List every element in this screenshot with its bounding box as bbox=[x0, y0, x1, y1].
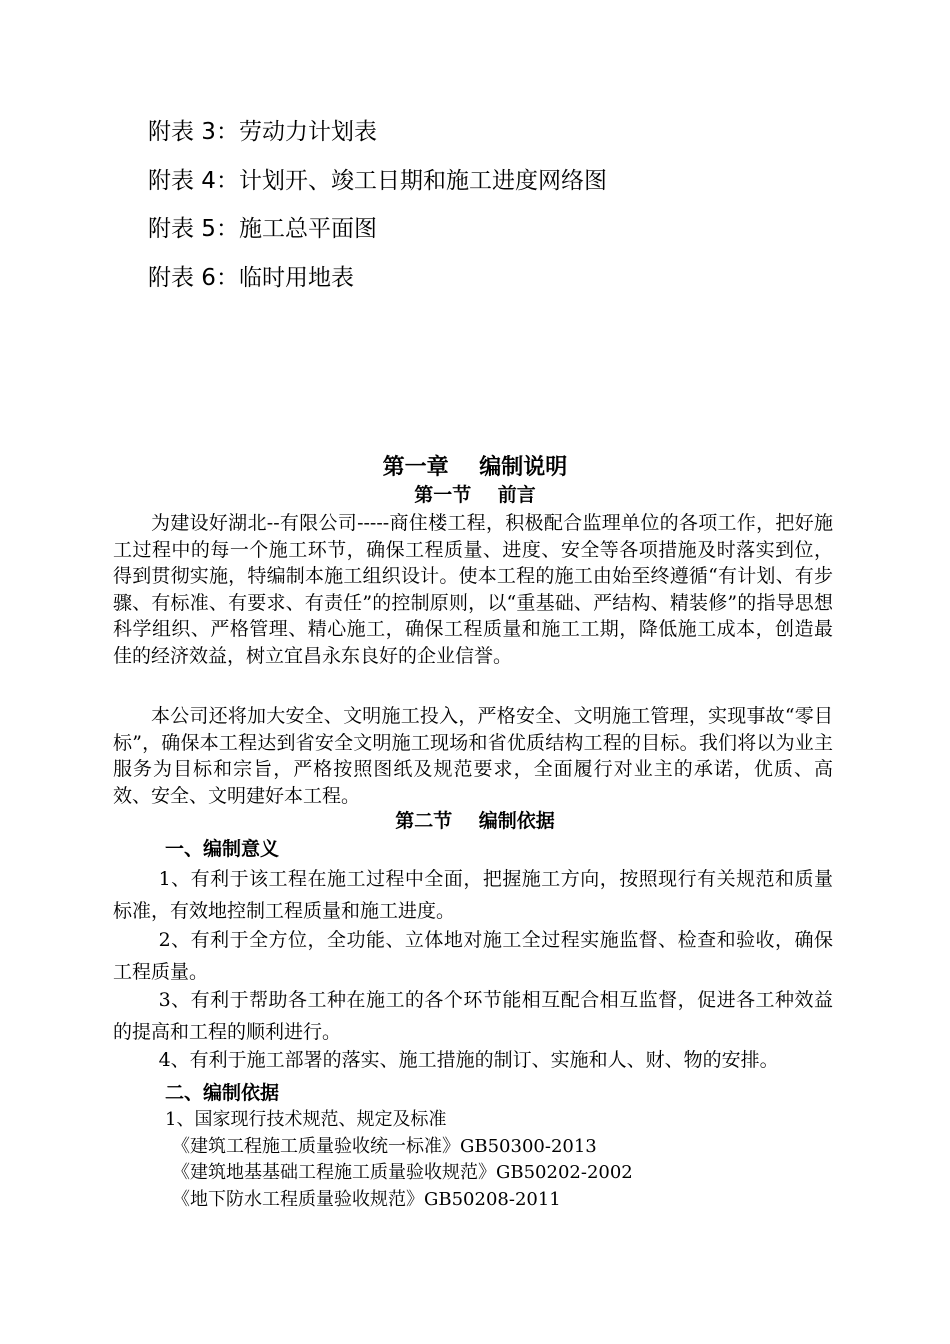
chapter-title: 第一章 编制说明 bbox=[382, 455, 568, 480]
section-title: 第一节 前言 bbox=[414, 484, 536, 506]
heading: 一、编制意义 bbox=[165, 838, 280, 860]
standard-reference: 《建筑地基基础工程施工质量验收规范》GB50202-2002 bbox=[172, 1162, 633, 1183]
list-item: 3、有利于帮助各工种在施工的各个环节能相互配合相互监督，促进各工种效益的提高和工程的顺利进行。 bbox=[113, 989, 833, 1043]
list-item: 2、有利于全方位，全功能、立体地对施工全过程实施监督、检查和验收，确保工程质量。 bbox=[113, 929, 833, 983]
paragraph: 为建设好湖北--有限公司-----商住楼工程，积极配合监理单位的各项工作，把好施工过程中的每一个施工环节，确保工程质量、进度、安全等各项措施及时落实到位，得到贯彻实施，特编制本施工组织设计。使本工程的施工由始至终遵循“有计划、有步骤、有标准、有要求、有责任”的控制原则，以“重基础、严结构、精装修”的指导思想科学组织、严格管理、精心施工，确保工程质量和施工工期，降低施工成本，创造最佳的经济效益，树立宜昌永东良好的企业信誉。 bbox=[113, 512, 833, 667]
list-item: 4、有利于施工部署的落实、施工措施的制订、实施和人、财、物的安排。 bbox=[158, 1049, 779, 1071]
standard-reference: 《地下防水工程质量验收规范》GB50208-2011 bbox=[172, 1189, 561, 1210]
heading: 二、编制依据 bbox=[165, 1082, 280, 1104]
appendix-item: 附表 5：施工总平面图 bbox=[148, 216, 377, 242]
standard-reference: 《建筑工程施工质量验收统一标准》GB50300-2013 bbox=[172, 1136, 597, 1157]
subheading: 1、国家现行技术规范、规定及标准 bbox=[165, 1109, 447, 1130]
section-title: 第二节 编制依据 bbox=[395, 810, 555, 832]
appendix-item: 附表 3：劳动力计划表 bbox=[148, 119, 377, 145]
list-item: 1、有利于该工程在施工过程中全面，把握施工方向，按照现行有关规范和质量标准，有效地控制工程质量和施工进度。 bbox=[113, 868, 833, 922]
appendix-item: 附表 6：临时用地表 bbox=[148, 265, 354, 291]
paragraph: 本公司还将加大安全、文明施工投入，严格安全、文明施工管理，实现事故“零目标”，确保本工程达到省安全文明施工现场和省优质结构工程的目标。我们将以为业主服务为目标和宗旨，严格按照图纸及规范要求，全面履行对业主的承诺，优质、高效、安全、文明建好本工程。 bbox=[113, 705, 833, 807]
appendix-item: 附表 4：计划开、竣工日期和施工进度网络图 bbox=[148, 168, 607, 194]
